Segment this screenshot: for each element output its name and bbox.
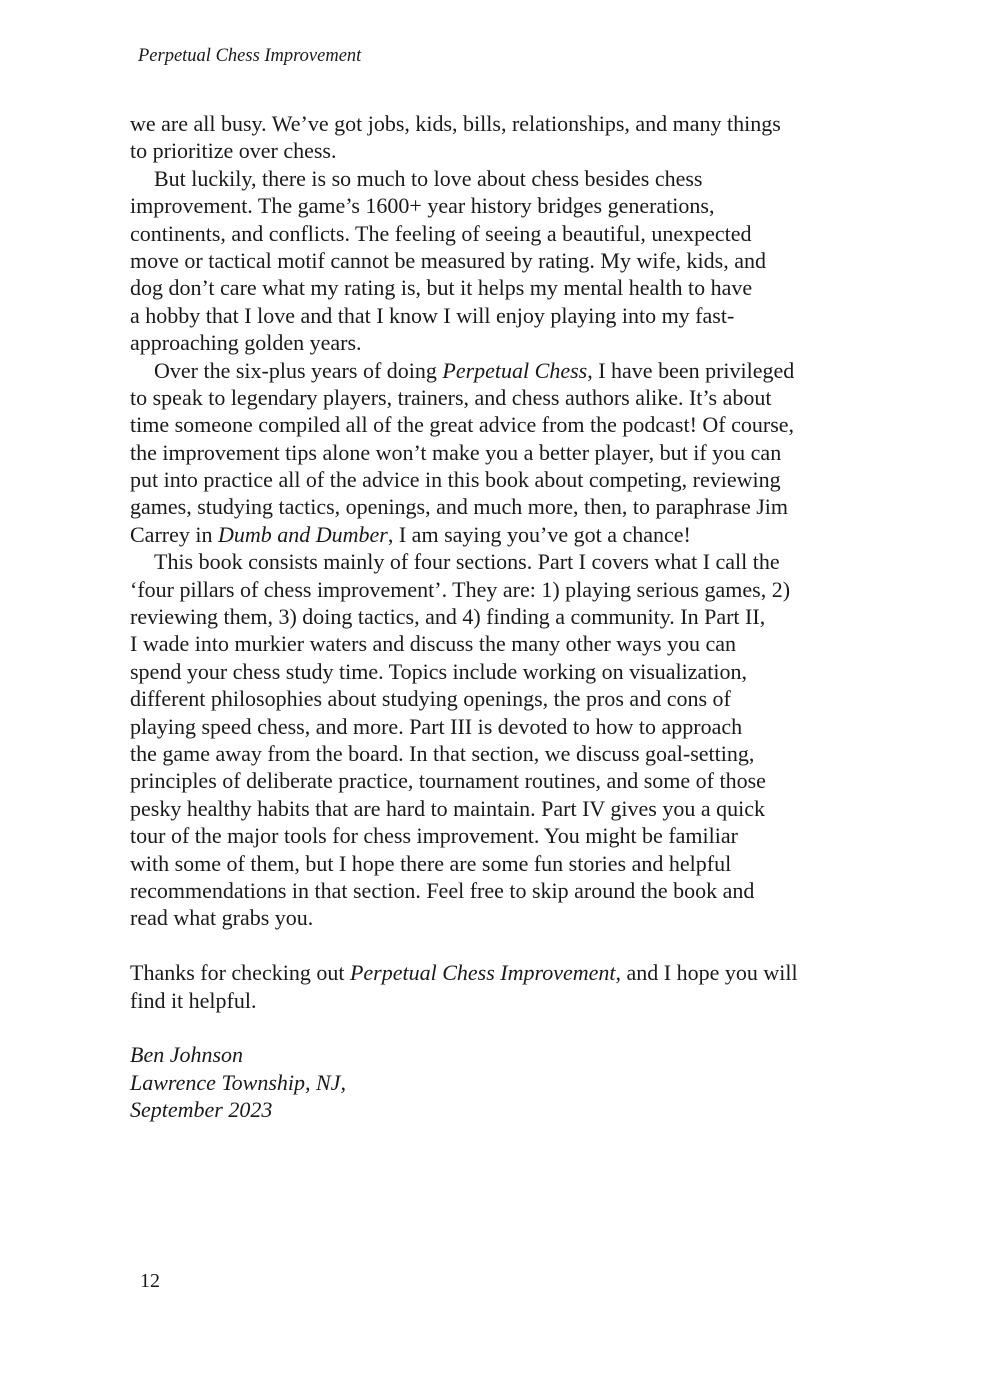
text-line [130,959,890,986]
text-line: the improvement tips alone won’t make you a better player, but if you can [130,439,782,465]
text-line: dog don’t care what my rating is, but it helps my mental health to have [130,275,753,301]
text-line: the game away from the board. In that section, we discuss goal-setting, [130,740,755,766]
text-line: we are all busy. We’ve got jobs, kids, bills, relationships, and many things [130,111,781,136]
paragraph-2 [130,165,890,357]
text-line: tour of the major tools for chess improvement. You might be familiar [130,823,738,849]
italic-title: Perpetual Chess Improvement [349,960,616,986]
text-line: But luckily, there is so much to love about chess besides chess [154,165,703,191]
paragraph-3 [130,357,890,549]
author-location: Lawrence Township, NJ, [130,1069,346,1095]
text-run: Carrey in [130,521,218,547]
text-line: recommendations in that section. Feel free to skip around the book and [130,877,755,903]
text-run: Over the six-plus years of doing [154,357,443,383]
author-name: Ben Johnson [130,1042,244,1068]
signature-block [130,1041,890,1123]
text-line: This book consists mainly of four sections. Part I covers what I call the [154,549,780,575]
text-run: , I am saying you’ve got a chance! [387,521,691,547]
text-run: Thanks for checking out [130,960,350,986]
text-line: time someone compiled all of the great advice from the podcast! Of course, [130,412,795,438]
text-line: games, studying tactics, openings, and much more, then, to paraphrase Jim [130,494,789,520]
paragraph-4 [130,548,890,931]
text-line: different philosophies about studying openings, the pros and cons of [130,686,731,712]
text-line: spend your chess study time. Topics include working on visualization, [130,658,748,684]
text-line: reviewing them, 3) doing tactics, and 4) finding a community. In Part II, [130,604,766,630]
text-line: a hobby that I love and that I know I will enjoy playing into my fast- [130,302,735,328]
text-line: continents, and conflicts. The feeling of seeing a beautiful, unexpected [130,220,752,246]
page-number: 12 [140,1270,160,1292]
text-run: , and I hope you will [615,960,798,986]
text-line: with some of them, but I hope there are some fun stories and helpful [130,850,732,876]
text-line: improvement. The game’s 1600+ year history bridges generations, [130,193,715,219]
text-line: move or tactical motif cannot be measured by rating. My wife, kids, and [130,247,766,273]
running-head: Perpetual Chess Improvement [138,46,362,66]
text-line: read what grabs you. [130,905,314,931]
paragraph-gap [130,1014,890,1041]
text-line: playing speed chess, and more. Part III is devoted to how to approach [130,713,743,739]
text-line [130,357,890,384]
paragraph-5 [130,959,890,1014]
italic-title: Dumb and Dumber [217,521,388,547]
italic-title: Perpetual Chess [442,357,588,383]
text-line [130,521,890,548]
text-line: I wade into murkier waters and discuss the many other ways you can [130,631,737,657]
text-line: find it helpful. [130,987,257,1013]
text-line: pesky healthy habits that are hard to maintain. Part IV gives you a quick [130,795,765,821]
paragraph-gap [130,932,890,959]
text-line: ‘four pillars of chess improvement’. They are: 1) playing serious games, 2) [130,576,791,602]
paragraph-1 [130,110,890,165]
text-line: to prioritize over chess. [130,138,337,164]
text-line: approaching golden years. [130,330,362,356]
text-line: to speak to legendary players, trainers, and chess authors alike. It’s about [130,384,772,410]
text-line: principles of deliberate practice, tournament routines, and some of those [130,768,766,794]
text-run: , I have been privileged [587,357,795,383]
text-line: put into practice all of the advice in this book about competing, reviewing [130,467,781,493]
signature-date: September 2023 [130,1097,273,1123]
body-text [130,110,890,1123]
